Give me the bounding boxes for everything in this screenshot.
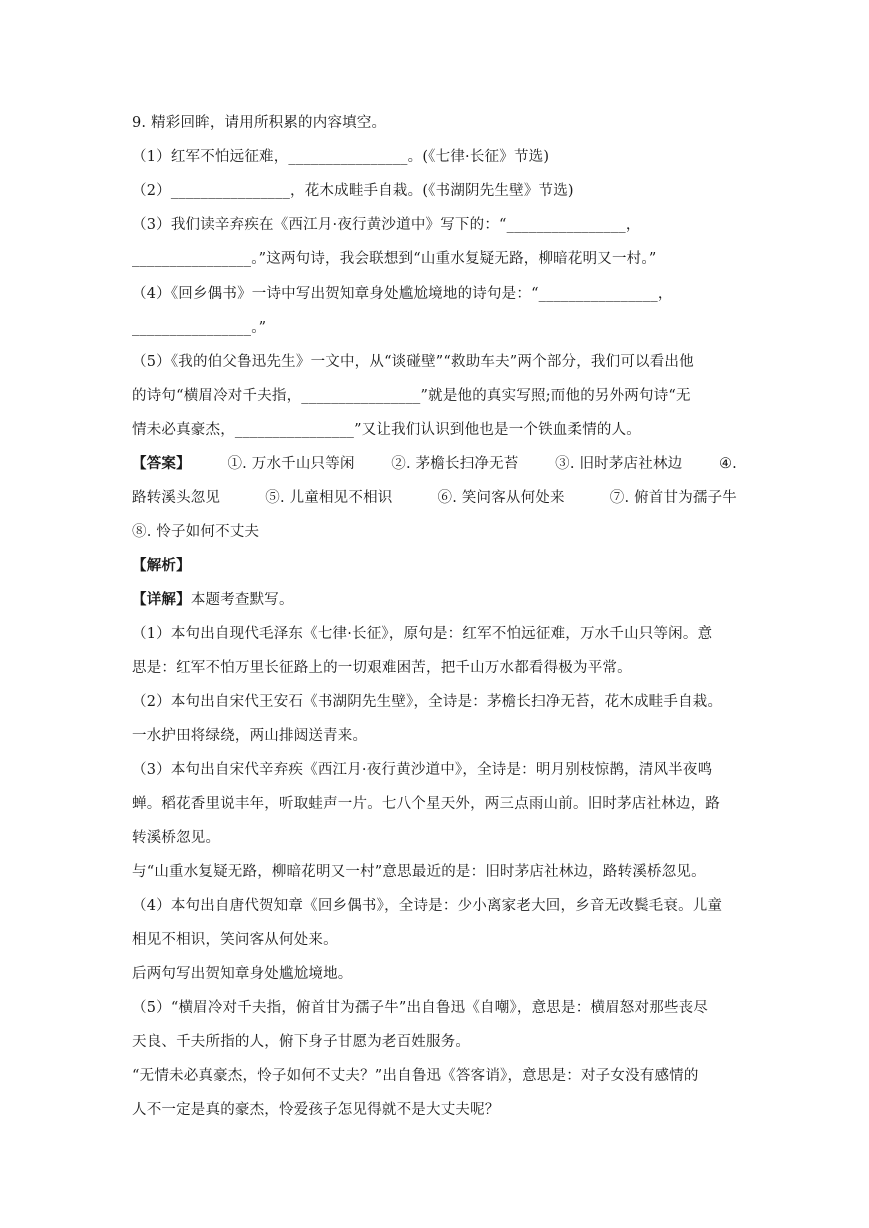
answer-item: ⑥. 笑问客从何处来 (437, 490, 565, 506)
analysis-line: （2）本句出自宋代王安石《书湖阴先生壁》，全诗是：茅檐长扫净无苔，花木成畦手自栽。 (132, 694, 723, 710)
question-item-4-cont: ________________。” (132, 320, 267, 336)
detail-label: 【详解】 (132, 591, 191, 608)
question-item-5-cont-2: 情未必真豪杰，________________”又让我们认识到他也是一个铁血柔情的人。 (132, 422, 642, 438)
analysis-line: 转溪桥忽见。 (132, 830, 221, 846)
analysis-line: 蝉。稻花香里说丰年，听取蛙声一片。七八个星天外，两三点雨山前。旧时茅店社林边，路 (132, 796, 720, 812)
answer-item: 路转溪头忽见 (132, 490, 221, 506)
question-title: 9. 精彩回眸，请用所积累的内容填空。 (132, 115, 387, 131)
detail-intro: 本题考查默写。 (190, 592, 294, 608)
analysis-line: “无情未必真豪杰，怜子如何不丈夫？”出自鲁迅《答客诮》，意思是：对子女没有感情的 (132, 1068, 699, 1084)
analysis-line: （3）本句出自宋代辛弃疾《西江月·夜行黄沙道中》，全诗是：明月别枝惊鹊，清风半夜鸣 (132, 762, 713, 778)
analysis-line: （1）本句出自现代毛泽东《七律·长征》，原句是：红军不怕远征难，万水千山只等闲。意 (132, 626, 713, 642)
analysis-line: 人不一定是真的豪杰，怜爱孩子怎见得就不是大丈夫呢？ (132, 1102, 500, 1118)
analysis-line: （5）“横眉冷对千夫指，俯首甘为孺子牛”出自鲁迅《自嘲》，意思是：横眉怒对那些丧尽 (132, 1000, 708, 1016)
detail-line (132, 590, 294, 610)
answer-item: ⑦. 俯首甘为孺子牛 (609, 490, 737, 506)
analysis-line: 思是：红军不怕万里长征路上的一切艰难困苦，把千山万水都看得极为平常。 (132, 660, 632, 676)
answer-item: ①. 万水千山只等闲 (227, 456, 355, 472)
question-item-4: （4）《回乡偶书》一诗中写出贺知章身处尴尬境地的诗句是：“________________， (132, 286, 673, 302)
analysis-line: （4）本句出自唐代贺知章《回乡偶书》，全诗是：少小离家老大回，乡音无改鬓毛衰。儿童 (132, 898, 723, 914)
answer-label: 【答案】 (132, 455, 191, 472)
answer-row-3: ⑧. 怜子如何不丈夫 (132, 524, 260, 540)
answer-row-1 (132, 454, 737, 474)
answer-row-2 (132, 488, 737, 508)
analysis-label: 【解析】 (132, 557, 191, 574)
question-item-1: （1）红军不怕远征难，________________。(《七律·长征》节选) (132, 149, 550, 165)
analysis-line: 与“山重水复疑无路，柳暗花明又一村”意思最近的是：旧时茅店社林边，路转溪桥忽见。 (132, 864, 706, 880)
analysis-line: 天良、千夫所指的人，俯下身子甘愿为老百姓服务。 (132, 1034, 471, 1050)
question-item-5-cont-1: 的诗句“横眉冷对千夫指，________________”就是他的真实写照;而他的另外两句诗“无 (132, 388, 691, 404)
question-item-3-cont: ________________。”这两句诗，我会联想到“山重水复疑无路，柳暗花明又一村。” (132, 251, 657, 267)
analysis-line: 相见不相识，笑问客从何处来。 (132, 932, 338, 948)
question-item-3: （3）我们读辛弃疾在《西江月·夜行黄沙道中》写下的：“________________， (132, 217, 641, 233)
answer-item: ②. 茅檐长扫净无苔 (391, 456, 519, 472)
analysis-line: 一水护田将绿绕，两山排闼送青来。 (132, 728, 368, 744)
answer-item: ⑤. 儿童相见不相识 (265, 490, 393, 506)
answer-item: ③. 旧时茅店社林边 (555, 456, 683, 472)
question-item-2: （2）________________，花木成畦手自栽。(《书湖阴先生壁》节选) (132, 183, 574, 199)
analysis-line: 后两句写出贺知章身处尴尬境地。 (132, 966, 353, 982)
question-item-5: （5）《我的伯父鲁迅先生》一文中，从“谈碰壁”“救助车夫”两个部分，我们可以看出他 (132, 354, 694, 370)
answer-item: ④. (718, 456, 737, 472)
